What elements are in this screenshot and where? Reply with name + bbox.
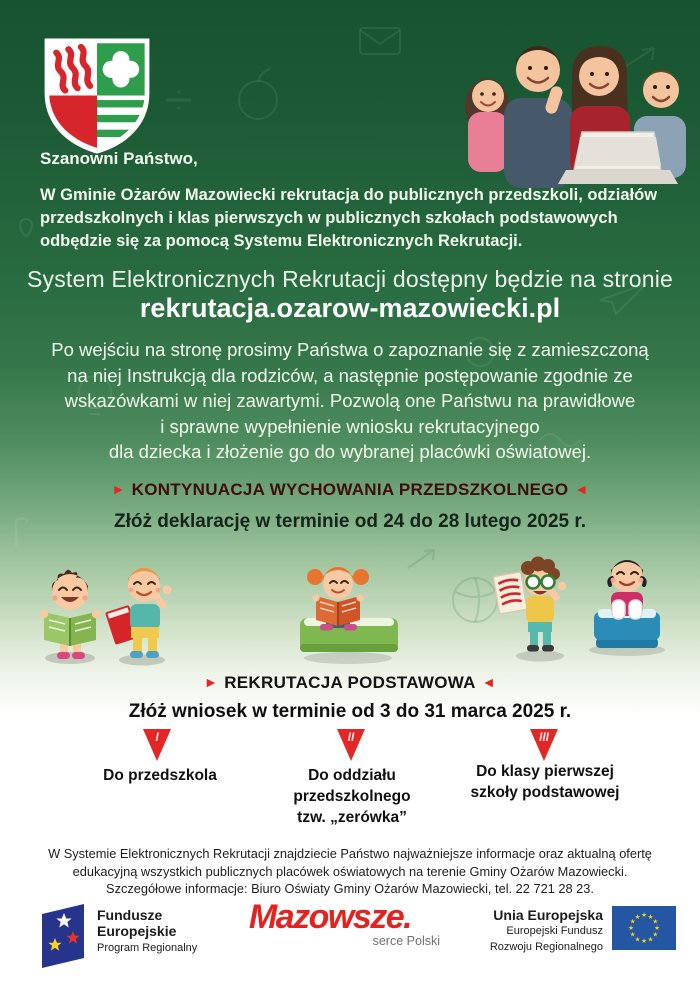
funds-line1: Fundusze xyxy=(97,907,163,923)
boy-red-book xyxy=(105,568,171,658)
kontynuacja-deadline: Złóż deklarację w terminie od 24 do 28 lutego 2025 r. xyxy=(113,511,586,532)
svg-text:I: I xyxy=(155,730,159,744)
eu-funds-logo-text xyxy=(97,907,197,954)
podstawowa-section-title xyxy=(0,673,700,693)
svg-text:★: ★ xyxy=(647,912,654,921)
boy-green-book xyxy=(40,570,100,659)
eu-line1: Unia Europejska xyxy=(493,907,603,923)
kontynuacja-title-text: KONTYNUACJA WYCHOWANIA PRZEDSZKOLNEGO xyxy=(131,480,569,499)
svg-text:III: III xyxy=(538,730,550,744)
svg-text:★: ★ xyxy=(641,937,647,946)
arrow-right-icon: ► xyxy=(111,481,126,497)
eu-line2: Europejski Fundusz xyxy=(506,925,603,937)
website-url: rekrutacja.ozarow-mazowiecki.pl xyxy=(139,293,561,323)
children-illustration-left xyxy=(30,548,190,668)
svg-text:★: ★ xyxy=(652,917,659,926)
funds-line2: Europejskie xyxy=(97,923,177,939)
eu-funds-flag-icon xyxy=(28,902,90,968)
eu-line3: Rozwoju Regionalnego xyxy=(489,940,603,953)
mazowsze-tagline: serce Polski xyxy=(372,934,440,948)
daughter-figure xyxy=(465,78,509,172)
boy-on-blue-book xyxy=(594,560,660,648)
roman-numeral-marker-2 xyxy=(334,726,368,764)
svg-text:★: ★ xyxy=(629,930,636,939)
svg-text:★: ★ xyxy=(641,911,647,920)
instructions-paragraph: Po wejściu na stronę prosimy Państwa o zapoznanie się z zamieszczoną na niej Instrukcją dla rodziców, a następnie postępowanie zgodnie ze wskazówkami w niej zawartymi. Pozwolą one Państwu na prawidłowe i sprawne wypełnienie wniosku rekrutacyjnego dla dziecka i złożenie go do wybranej placówki oświatowej. xyxy=(51,339,649,462)
girl-reading-on-book xyxy=(300,567,398,664)
salutation-text: Szanowni Państwo, xyxy=(40,149,198,168)
kontynuacja-section-title xyxy=(0,480,700,500)
coat-of-arms xyxy=(40,34,154,157)
roman-numeral-marker-1 xyxy=(140,726,174,764)
svg-text:★: ★ xyxy=(628,924,634,933)
footer-info-paragraph: W Systemie Elektronicznych Rekrutacji znajdziecie Państwo najważniejsze informacje oraz aktualną ofertę edukacyjną wszystkich publicznych placówek oświatowych na terenie Gminy Ożarów Mazowiecki. Szczegółowe informacje: Biuro Oświaty Gminy Ożarów Mazowiecki, tel. 22 721 28 23. xyxy=(48,846,652,896)
mazowsze-logo-text: Mazowsze. xyxy=(248,898,412,936)
boy-glasses-book xyxy=(493,557,566,652)
intro-paragraph: W Gminie Ożarów Mazowiecki rekrutacja do publicznych przedszkoli, odziałów przedszkolnych i klas pierwszych w publicznych szkołach podstawowych odbędzie się za pomocą Systemu Elektronicznych Rekrutacji. xyxy=(40,186,658,250)
father-figure xyxy=(504,46,572,188)
option-label-przedszkole: Do przedszkola xyxy=(103,767,217,784)
svg-text:★: ★ xyxy=(629,917,636,926)
svg-text:★: ★ xyxy=(634,912,641,921)
svg-text:★: ★ xyxy=(654,924,660,933)
eu-logo-text xyxy=(448,907,603,954)
funds-line3: Program Regionalny xyxy=(97,942,198,954)
eu-flag-icon xyxy=(612,906,676,950)
svg-text:★: ★ xyxy=(634,935,641,944)
option-label-oddzial-przedszkolny: Do oddziału przedszkolnego tzw. „zerówka” xyxy=(293,767,411,826)
option-label-klasa-pierwsza: Do klasy pierwszej szkoły podstawowej xyxy=(470,763,620,801)
podstawowa-title-text: REKRUTACJA PODSTAWOWA xyxy=(224,673,476,692)
svg-text:II: II xyxy=(347,730,355,744)
children-illustration-center xyxy=(282,556,412,671)
arrow-left-icon: ◄ xyxy=(481,674,496,690)
podstawowa-deadline: Złóż wniosek w terminie od 3 do 31 marca 2025 r. xyxy=(128,701,572,722)
family-illustration xyxy=(430,20,700,190)
arrow-right-icon: ► xyxy=(204,674,219,690)
svg-text:★: ★ xyxy=(647,935,654,944)
mazowsze-logo xyxy=(200,899,460,948)
system-availability-text: System Elektronicznych Rekrutacji dostępny będzie na stronie xyxy=(26,266,674,292)
children-illustration-right xyxy=(492,546,672,666)
roman-numeral-marker-3 xyxy=(527,726,561,764)
arrow-left-icon: ◄ xyxy=(574,481,589,497)
svg-text:★: ★ xyxy=(652,930,659,939)
